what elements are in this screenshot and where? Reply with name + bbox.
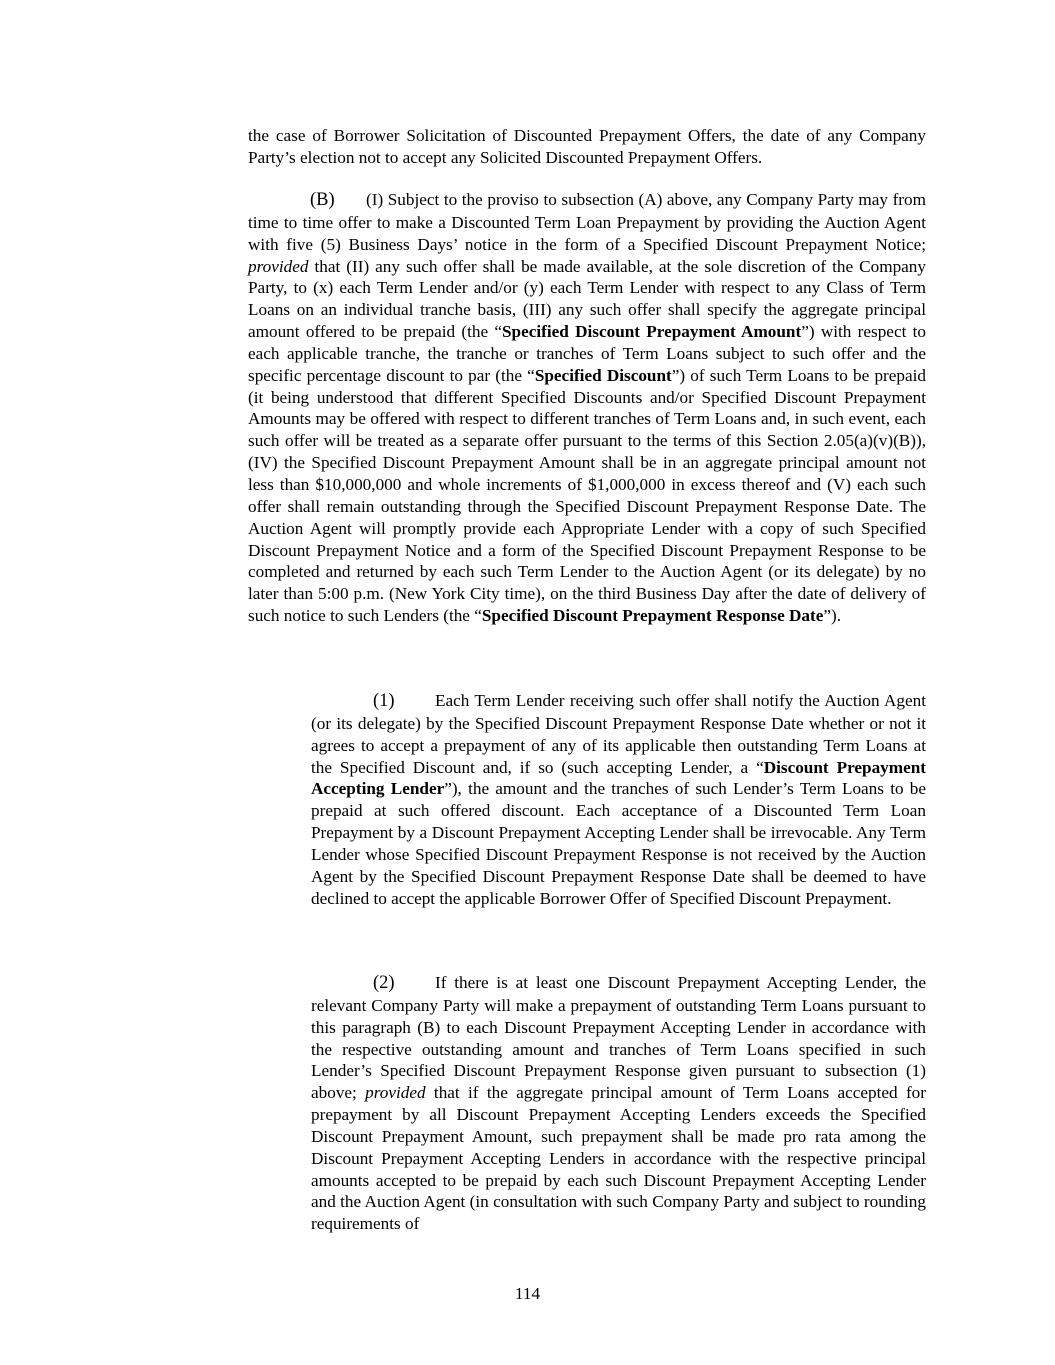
page-number: 114 — [514, 1284, 541, 1303]
intro-paragraph — [248, 125, 926, 169]
item-2-paragraph — [311, 972, 926, 1235]
item-2-provided: provided — [365, 1083, 426, 1103]
item-1-text-1: Each Term Lender receiving such offer shall notify the Auction Agent (or its delegate) by the Specified Discount Prepayment Response Date whether or not it agrees to accept a prepayment of any of its applicable then outstanding Term Loans at the Specified Discount and, if so (such accepting Lender, a “ — [311, 691, 926, 777]
section-b-text-3: ”) with respect to each applicable tranche, the tranche or tranches of Term Loans subject to such offer and the specific percentage discount to par (the “ — [248, 322, 926, 385]
defined-term-specified-discount-prepayment-response-date: Specified Discount Prepayment Response Date — [481, 606, 824, 626]
section-b-text-1: (I) Subject to the proviso to subsection (A) above, any Company Party may from time to time offer to make a Discounted Term Loan Prepayment by providing the Auction Agent with five (5) Business Days’ notice in the form of a Specified Discount Prepayment Notice; — [248, 190, 926, 254]
intro-text: the case of Borrower Solicitation of Discounted Prepayment Offers, the date of any Company Party’s election not to accept any Solicited Discounted Prepayment Offers. — [248, 126, 926, 167]
item-2-text-2: that if the aggregate principal amount of Term Loans accepted for prepayment by all Discount Prepayment Accepting Lenders exceeds the Specified Discount Prepayment Amount, such prepayment shall be made pro rata among the Discount Prepayment Accepting Lenders in accordance with the respective principal amounts accepted to be prepaid by each such Discount Prepayment Accepting Lender and the Auction Agent (in consultation with such Company Party and subject to rounding requirements of — [311, 1083, 926, 1234]
defined-term-specified-discount-prepayment-amount: Specified Discount Prepayment Amount — [501, 322, 802, 342]
section-b-label: (B) — [310, 190, 335, 210]
defined-term-specified-discount: Specified Discount — [534, 365, 672, 385]
section-b-text-2: that (II) any such offer shall be made available, at the sole discretion of the Company Party, to (x) each Term Lender and/or (y) each Term Lender with respect to any Class of Term Loans on an individual tranche basis, (III) any such offer shall specify the aggregate principal amount offered to be prepaid (the “ — [248, 256, 926, 342]
item-1-label: (1) — [373, 691, 395, 711]
defined-term-discount-prepayment-accepting-lender: Discount Prepayment Accepting Lender — [311, 757, 926, 799]
item-1-paragraph — [311, 690, 926, 909]
section-b-text-4: ”) of such Term Loans to be prepaid (it being understood that different Specified Discounts and/or Specified Discount Prepayment Amounts may be offered with respect to different tranches of Term Loans and, in such event, each such offer will be treated as a separate offer pursuant to the terms of this Section 2.05(a)(v)(B)), (IV) the Specified Discount Prepayment Amount shall be in an aggregate principal amount not less than $10,000,000 and whole increments of $1,000,000 in excess thereof and (V) each such offer shall remain outstanding through the Specified Discount Prepayment Response Date. The Auction Agent will promptly provide each Appropriate Lender with a copy of such Specified Discount Prepayment Notice and a form of the Specified Discount Prepayment Response to be completed and returned by each such Term Lender to the Auction Agent (or its delegate) by no later than 5:00 p.m. (New York City time), on the third Business Day after the date of delivery of such notice to such Lenders (the “ — [248, 365, 926, 626]
section-b-paragraph — [248, 189, 926, 627]
item-1-text-2: ”), the amount and the tranches of such Lender’s Term Loans to be prepaid at such offered discount. Each acceptance of a Discounted Term Loan Prepayment by a Discount Prepayment Accepting Lender shall be irrevocable. Any Term Lender whose Specified Discount Prepayment Response is not received by the Auction Agent by the Specified Discount Prepayment Response Date shall be deemed to have declined to accept the applicable Borrower Offer of Specified Discount Prepayment. — [311, 779, 926, 908]
item-2-label: (2) — [373, 973, 395, 993]
section-b-text-5: ”). — [823, 606, 842, 626]
item-2-text-1: If there is at least one Discount Prepayment Accepting Lender, the relevant Company Party will make a prepayment of outstanding Term Loans pursuant to this paragraph (B) to each Discount Prepayment Accepting Lender in accordance with the respective outstanding amount and tranches of Term Loans specified in such Lender’s Specified Discount Prepayment Response given pursuant to subsection (1) above; — [311, 973, 926, 1103]
section-b-provided: provided — [248, 256, 309, 276]
